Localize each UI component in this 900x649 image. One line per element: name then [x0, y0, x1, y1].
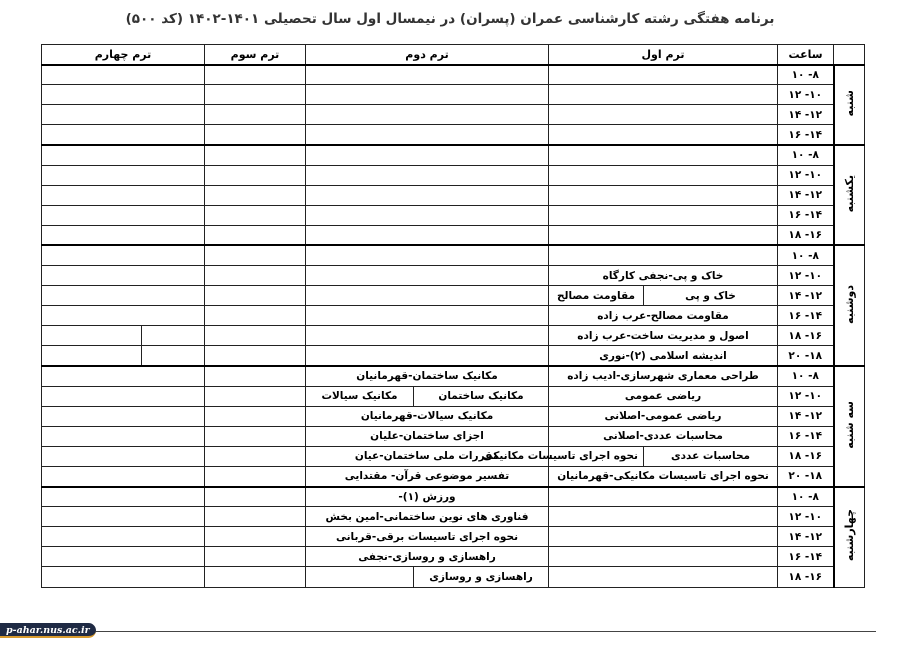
term2-cell: [306, 145, 549, 165]
term4-cell: [42, 466, 205, 486]
table-row: [42, 145, 865, 165]
course-cell: محاسبات عددی: [644, 446, 778, 466]
term4-cell: [42, 225, 205, 245]
term1-cell: [549, 547, 778, 567]
table-row: [42, 185, 865, 205]
time-cell: ۱۴- ۱۶: [778, 547, 834, 567]
table-row: [42, 105, 865, 125]
day-cell-sunday: یکشنبه: [834, 145, 865, 245]
term3-cell: [205, 205, 306, 225]
term3-cell: [205, 386, 306, 406]
table-row: [42, 527, 865, 547]
course-cell: ورزش (۱)-: [306, 487, 549, 507]
time-cell: ۱۶- ۱۸: [778, 326, 834, 346]
term3-cell: [205, 225, 306, 245]
term3-cell: [205, 306, 306, 326]
term3-cell: [205, 466, 306, 486]
term3-cell: [205, 446, 306, 466]
page-title: برنامه هفتگی رشته کارشناسی عمران (پسران) در نیمسال اول سال تحصیلی ۱۴۰۱-۱۴۰۲ (کد ۵۰۰): [125, 11, 775, 27]
time-cell: ۱۲- ۱۴: [778, 527, 834, 547]
term4-cell: [42, 487, 205, 507]
time-cell: ۱۰- ۱۲: [778, 386, 834, 406]
term4-cell: [42, 306, 205, 326]
course-cell: مکانیک ساختمان: [414, 386, 549, 406]
header-term4: ترم چهارم: [42, 45, 205, 65]
term2-cell: [306, 85, 549, 105]
table-row: [42, 507, 865, 527]
time-cell: ۱۲- ۱۴: [778, 286, 834, 306]
time-cell: ۱۸- ۲۰: [778, 346, 834, 366]
term4-cell: [42, 386, 205, 406]
term4-cell-a: [142, 346, 205, 366]
time-cell: ۱۶- ۱۸: [778, 225, 834, 245]
course-cell: خاک و پی: [644, 286, 778, 306]
table-row: [42, 245, 865, 265]
course-cell: خاک و پی-نجفی کارگاه: [549, 266, 778, 286]
course-cell: مقررات ملی ساختمان-عیان: [306, 446, 549, 466]
term2-cell: [306, 346, 549, 366]
term1-cell: [549, 125, 778, 145]
course-cell: راهسازی و روسازی: [414, 567, 549, 587]
term3-cell: [205, 406, 306, 426]
term1-cell: [549, 205, 778, 225]
header-term3: ترم سوم: [205, 45, 306, 65]
site-logo[interactable]: p-ahar.nus.ac.ir: [0, 623, 96, 638]
table-row: [42, 165, 865, 185]
term3-cell: [205, 85, 306, 105]
table-row: [42, 306, 865, 326]
term2-cell: [306, 306, 549, 326]
term1-cell: [549, 165, 778, 185]
term3-cell: [205, 145, 306, 165]
course-cell: مکانیک ساختمان-قهرمانیان: [306, 366, 549, 386]
term2-cell: [306, 165, 549, 185]
time-cell: ۱۴- ۱۶: [778, 426, 834, 446]
term4-cell-b: [42, 326, 142, 346]
term1-cell: [549, 65, 778, 85]
table-row: [42, 446, 865, 466]
term3-cell: [205, 125, 306, 145]
term4-cell-b: [42, 346, 142, 366]
term1-cell: [549, 567, 778, 587]
table-row: [42, 85, 865, 105]
time-cell: ۸- ۱۰: [778, 65, 834, 85]
term3-cell: [205, 346, 306, 366]
term3-cell: [205, 527, 306, 547]
time-cell: ۱۰- ۱۲: [778, 507, 834, 527]
term4-cell: [42, 426, 205, 446]
time-cell: ۱۶- ۱۸: [778, 567, 834, 587]
course-cell: راهسازی و روسازی-نجفی: [306, 547, 549, 567]
term2-cell: [306, 185, 549, 205]
schedule-table: [41, 44, 865, 588]
term2-cell: [306, 125, 549, 145]
term1-cell: [549, 85, 778, 105]
term3-cell: [205, 426, 306, 446]
time-cell: ۱۲- ۱۴: [778, 406, 834, 426]
term4-cell: [42, 65, 205, 85]
course-cell: فناوری های نوین ساختمانی-امین بخش: [306, 507, 549, 527]
term4-cell: [42, 406, 205, 426]
time-cell: ۱۴- ۱۶: [778, 205, 834, 225]
table-row: [42, 205, 865, 225]
course-cell: اصول و مدیریت ساخت-عرب زاده: [549, 326, 778, 346]
time-cell: ۱۶- ۱۸: [778, 446, 834, 466]
term4-cell: [42, 547, 205, 567]
time-cell: ۸- ۱۰: [778, 145, 834, 165]
table-row: [42, 125, 865, 145]
course-cell: محاسبات عددی-اصلانی: [549, 426, 778, 446]
term4-cell-a: [142, 326, 205, 346]
time-cell: ۸- ۱۰: [778, 366, 834, 386]
course-cell: ریاضی عمومی-اصلانی: [549, 406, 778, 426]
term4-cell: [42, 245, 205, 265]
day-cell-saturday: شنبه: [834, 65, 865, 145]
table-row: [42, 366, 865, 386]
table-row: [42, 65, 865, 85]
day-cell-monday: دوشنبه: [834, 245, 865, 366]
corner-cell: [834, 45, 865, 65]
time-cell: ۱۰- ۱۲: [778, 85, 834, 105]
course-cell: طراحی معماری شهرسازی-ادیب زاده: [549, 366, 778, 386]
header-term1: ترم اول: [549, 45, 778, 65]
term4-cell: [42, 567, 205, 587]
term3-cell: [205, 547, 306, 567]
header-row: [42, 45, 865, 65]
term3-cell: [205, 165, 306, 185]
term3-cell: [205, 326, 306, 346]
table-row: [42, 466, 865, 486]
time-cell: ۱۴- ۱۶: [778, 125, 834, 145]
term4-cell: [42, 125, 205, 145]
course-cell: اجزای ساختمان-علیان: [306, 426, 549, 446]
table-row: [42, 266, 865, 286]
table-row: [42, 386, 865, 406]
term4-cell: [42, 507, 205, 527]
time-cell: ۸- ۱۰: [778, 245, 834, 265]
course-cell: مکانیک سیالات-قهرمانیان: [306, 406, 549, 426]
term3-cell: [205, 266, 306, 286]
table-row: [42, 487, 865, 507]
day-cell-wednesday: چهارشنبه: [834, 487, 865, 587]
term3-cell: [205, 366, 306, 386]
course-cell: نحوه اجرای تاسیسات مکانیکی-قهرمانیان: [549, 466, 778, 486]
table-row: [42, 286, 865, 306]
term1-cell: [549, 487, 778, 507]
footer-divider: [0, 631, 876, 632]
term2-cell-b: [306, 567, 414, 587]
term3-cell: [205, 507, 306, 527]
term2-cell: [306, 225, 549, 245]
term2-cell: [306, 65, 549, 85]
course-cell: مقاومت مصالح: [549, 286, 644, 306]
term3-cell: [205, 105, 306, 125]
time-cell: ۸- ۱۰: [778, 487, 834, 507]
term2-cell: [306, 105, 549, 125]
term2-cell: [306, 326, 549, 346]
course-cell: ریاضی عمومی: [549, 386, 778, 406]
term1-cell: [549, 185, 778, 205]
header-term2: ترم دوم: [306, 45, 549, 65]
time-cell: ۱۴- ۱۶: [778, 306, 834, 326]
term2-cell: [306, 266, 549, 286]
course-cell: مقاومت مصالح-عرب زاده: [549, 306, 778, 326]
course-cell: نحوه اجرای تاسیسات مکانیکی: [549, 446, 644, 466]
day-cell-tuesday: سه شنبه: [834, 366, 865, 487]
term3-cell: [205, 487, 306, 507]
term4-cell: [42, 185, 205, 205]
header-time: ساعت: [778, 45, 834, 65]
term1-cell: [549, 507, 778, 527]
term4-cell: [42, 85, 205, 105]
term1-cell: [549, 145, 778, 165]
term3-cell: [205, 567, 306, 587]
table-row: [42, 346, 865, 366]
term2-cell: [306, 205, 549, 225]
term4-cell: [42, 366, 205, 386]
table-row: [42, 225, 865, 245]
term3-cell: [205, 185, 306, 205]
course-cell: اندیشه اسلامی (۲)-نوری: [549, 346, 778, 366]
table-row: [42, 547, 865, 567]
course-cell: تفسیر موضوعی قرآن- مقتدایی: [306, 466, 549, 486]
term3-cell: [205, 286, 306, 306]
term3-cell: [205, 65, 306, 85]
term4-cell: [42, 527, 205, 547]
course-cell: نحوه اجرای تاسیسات برقی-قربانی: [306, 527, 549, 547]
term4-cell: [42, 266, 205, 286]
term1-cell: [549, 105, 778, 125]
term4-cell: [42, 145, 205, 165]
term4-cell: [42, 165, 205, 185]
term4-cell: [42, 446, 205, 466]
course-cell: مکانیک سیالات: [306, 386, 414, 406]
table-row: [42, 426, 865, 446]
time-cell: ۱۲- ۱۴: [778, 185, 834, 205]
table-row: [42, 406, 865, 426]
term3-cell: [205, 245, 306, 265]
term2-cell: [306, 286, 549, 306]
term4-cell: [42, 286, 205, 306]
time-cell: ۱۰- ۱۲: [778, 165, 834, 185]
table-row: [42, 567, 865, 587]
time-cell: ۱۲- ۱۴: [778, 105, 834, 125]
term2-cell: [306, 245, 549, 265]
term4-cell: [42, 205, 205, 225]
time-cell: ۱۰- ۱۲: [778, 266, 834, 286]
term4-cell: [42, 105, 205, 125]
table-row: [42, 326, 865, 346]
term1-cell: [549, 225, 778, 245]
time-cell: ۱۸- ۲۰: [778, 466, 834, 486]
term1-cell: [549, 527, 778, 547]
term1-cell: [549, 245, 778, 265]
